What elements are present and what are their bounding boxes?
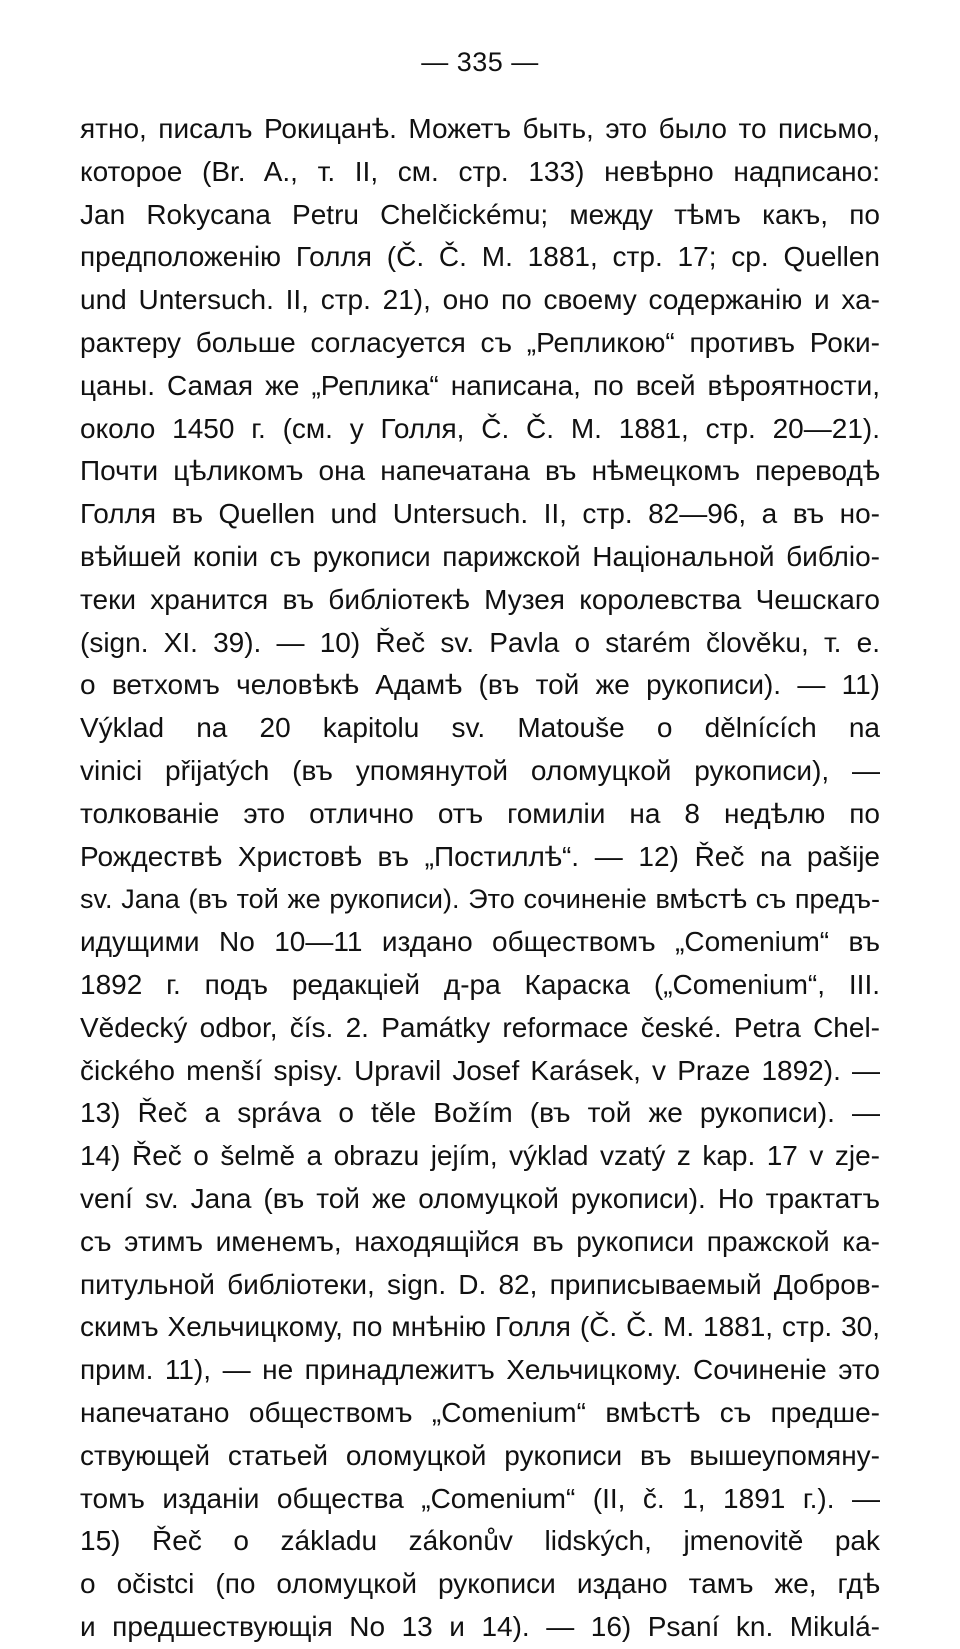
text-line: напечатано обществомъ „Comenium“ вмѣстѣ съ предше- bbox=[80, 1396, 880, 1428]
text-line: Jan Rokycana Petru Chelčickému; между тѣмъ какъ, по bbox=[80, 198, 880, 230]
text-line: томъ изданіи общества „Comenium“ (II, č. 1, 1891 г.). — bbox=[80, 1482, 880, 1514]
text-line: Výklad na 20 kapitolu sv. Matouše o dělnících na bbox=[80, 712, 880, 744]
text-line: 1892 г. подъ редакціей д-ра Караска („Comenium“, III. bbox=[80, 968, 880, 1000]
text-line: вѣйшей копіи съ рукописи парижской Національной библіо- bbox=[80, 540, 880, 572]
text-line: čického menší spisy. Upravil Josef Karásek, v Praze 1892). — bbox=[80, 1054, 880, 1086]
text-line: питульной библіотеки, sign. D. 82, приписываемый Добров- bbox=[80, 1268, 880, 1300]
text-line: vinici přijatých (въ упомянутой оломуцкой рукописи), — bbox=[80, 754, 880, 786]
text-line: теки хранится въ библіотекѣ Музея королевства Чешскаго bbox=[80, 583, 880, 615]
text-line: которое (Br. A., т. II, см. стр. 133) невѣрно надписано: bbox=[80, 155, 880, 187]
text-line: около 1450 г. (см. у Голля, Č. Č. M. 1881, стр. 20—21). bbox=[80, 412, 880, 444]
page-number: — 335 — bbox=[421, 47, 539, 77]
text-line: рактеру больше согласуется съ „Репликою“ противъ Роки- bbox=[80, 326, 880, 358]
text-line: (sign. XI. 39). — 10) Řeč sv. Pavla o starém člověku, т. е. bbox=[80, 626, 880, 658]
text-line: 13) Řeč a správa o těle Božím (въ той же рукописи). — bbox=[80, 1097, 880, 1129]
text-line: 15) Řeč o základu zákonův lidských, jmenovitě pak bbox=[80, 1525, 880, 1557]
text-line: Vědecký odbor, čís. 2. Památky reformace české. Petra Chel- bbox=[80, 1011, 880, 1043]
text-line: и предшествующія No 13 и 14). — 16) Psaní kn. Mikulá- bbox=[80, 1610, 880, 1642]
text-line: Голля въ Quellen und Untersuch. II, стр. 82—96, а въ но- bbox=[80, 498, 880, 530]
text-line: Почти цѣликомъ она напечатана въ нѣмецкомъ переводѣ bbox=[80, 455, 880, 487]
text-line: sv. Jana (въ той же рукописи). Это сочиненіе вмѣстѣ съ предъ- bbox=[80, 884, 880, 915]
text-line: цаны. Самая же „Реплика“ написана, по всей вѣроятности, bbox=[80, 369, 880, 401]
text-line: предположенію Голля (Č. Č. M. 1881, стр. 17; ср. Quellen bbox=[80, 241, 880, 273]
text-line: und Untersuch. II, стр. 21), оно по своему содержанію и ха- bbox=[80, 284, 880, 316]
text-line: о ветхомъ человѣкѣ Адамѣ (въ той же рукописи). — 11) bbox=[80, 669, 880, 701]
text-line: ятно, писалъ Рокицанѣ. Можетъ быть, это было то письмо, bbox=[80, 113, 880, 144]
text-line: vení sv. Jana (въ той же оломуцкой рукописи). Но трактатъ bbox=[80, 1182, 880, 1214]
body-text bbox=[80, 108, 880, 1649]
text-line: 14) Řeč o šelmě a obrazu jejím, výklad vzatý z kap. 17 v zje- bbox=[80, 1140, 880, 1172]
text-line: скимъ Хельчицкому, по мнѣнію Голля (Č. Č. M. 1881, стр. 30, bbox=[80, 1311, 880, 1343]
text-line: съ этимъ именемъ, находящійся въ рукописи пражской ка- bbox=[80, 1225, 880, 1257]
text-line: прим. 11), — не принадлежитъ Хельчицкому. Сочиненіе это bbox=[80, 1354, 880, 1386]
text-line: ствующей статьей оломуцкой рукописи въ вышеупомяну- bbox=[80, 1439, 880, 1471]
text-line: Рождествѣ Христовѣ въ „Постиллѣ“. — 12) Řeč na pašije bbox=[80, 840, 880, 872]
text-line: толкованіе это отлично отъ гомиліи на 8 недѣлю по bbox=[80, 797, 880, 829]
text-line: идущими No 10—11 издано обществомъ „Comenium“ въ bbox=[80, 926, 880, 958]
text-line: o očistci (по оломуцкой рукописи издано тамъ же, гдѣ bbox=[80, 1568, 880, 1600]
